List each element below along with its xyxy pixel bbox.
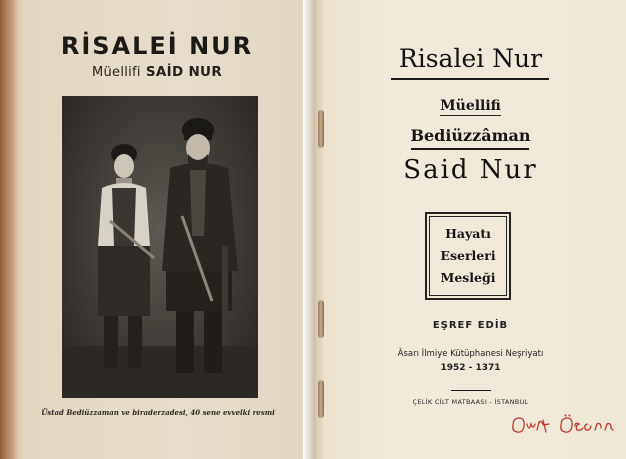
cover-author-label: Müellifi [91,65,141,80]
cover-author-name: SAİD NUR [145,64,223,80]
cover-caption: Üstad Bediüzzaman ve biraderzadesi, 40 sene evvelki resmi [41,408,275,417]
title-page-name: Said Nur [403,155,538,185]
press-divider [451,390,491,391]
cover-worn-edge [0,0,18,459]
title-page-author-label: Müellifi [440,98,501,114]
publisher-line: Âsarı İlmiye Kütüphanesi Neşriyatı [397,349,544,359]
contents-item-hayati: Hayatı [445,226,491,241]
handwritten-signature [509,412,619,438]
honorific-underline [411,148,529,150]
contents-item-meslegi: Mesleği [440,270,496,285]
cover-photograph [62,96,258,398]
publication-years: 1952 - 1371 [440,363,501,373]
title-page [315,0,626,459]
contents-box [425,212,511,300]
title-underline [391,78,549,80]
cover-title: RİSALEİ NUR [60,32,254,60]
binding-stitch [318,300,324,338]
portrait-figures-illustration [62,96,258,398]
cover-author [26,64,288,80]
editor-name: EŞREF EDİB [432,320,509,331]
title-page-title: Risalei Nur [398,44,543,73]
printing-press: ÇELİK CİLT MATBAASI - İSTANBUL [412,398,529,406]
contents-item-eserleri: Eserleri [440,248,496,263]
title-page-honorific: Bediüzzâman [410,126,531,145]
cover-page [0,0,303,459]
book-binding [303,0,315,459]
